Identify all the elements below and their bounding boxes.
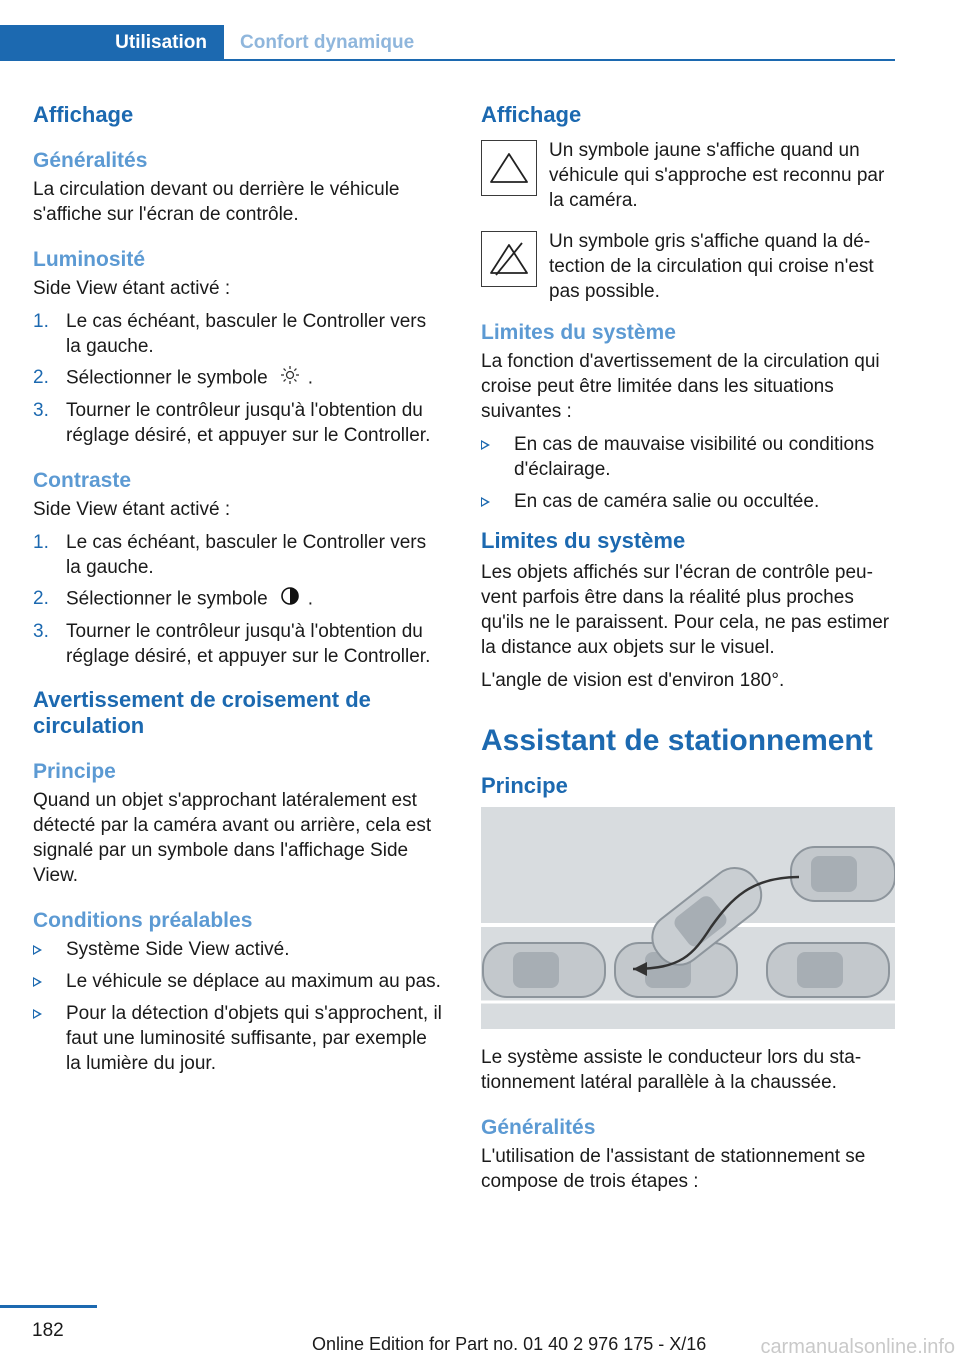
list-item [33,398,443,448]
principe-heading: Principe [33,760,116,783]
item-text: Système Side View activé. [66,939,290,960]
bullet-triangle-icon [33,1009,42,1019]
step-number: 2. [33,367,49,388]
list-item [33,969,443,994]
luminosite-steps [33,309,443,448]
bullet-triangle-icon [481,440,490,450]
header-tab-active [0,25,224,61]
generalites-text-right: L'utilisation de l'assistant de stationnement se compose de trois étapes : [481,1146,866,1192]
page-number: 182 [32,1320,64,1341]
item-text: Le véhicule se déplace au maximum au pas. [66,971,441,992]
step-number: 1. [33,532,49,553]
edition-text: Online Edition for Part no. 01 40 2 976 175 - X/16 [312,1334,707,1354]
bullet-triangle-icon [33,977,42,987]
angle-text: L'angle de vision est d'environ 180°. [481,670,785,691]
item-text: En cas de mauvaise visibilité ou conditions d'éclairage. [514,434,875,480]
step-number: 3. [33,621,49,642]
principe-heading-right: Principe [481,773,568,798]
step-text: Tourner le contrôleur jusqu'à l'obtention du réglage désiré, et appuyer sur le Controller. [66,400,431,446]
list-item [33,1001,443,1076]
left-column [33,102,443,1083]
step-number: 1. [33,311,49,332]
step-text: Sélectionner le symbole [66,367,268,389]
luminosite-heading: Luminosité [33,248,146,271]
avertissement-heading: Avertissement de croisement de circulation [33,687,371,738]
watermark: carmanualsonline.info [760,1336,955,1358]
contraste-heading: Contraste [33,469,132,492]
affichage-heading-right: Affichage [481,102,582,127]
list-item [33,365,443,392]
header-section-label: Confort dynamique [240,32,415,53]
conditions-list [33,937,443,1076]
step-text: Tourner le contrôleur jusqu'à l'obtention du réglage désiré, et appuyer sur le Controller. [66,621,431,667]
sun-icon [280,365,300,392]
symbol-grey-text: Un symbole gris s'affiche quand la détection de la circulation qui croise n'est pas possible. [549,231,874,302]
item-text: Pour la détection d'objets qui s'approchent, il faut une luminosité suffisante, par exemple la lumière du jour. [66,1003,442,1074]
bullet-triangle-icon [481,497,490,507]
list-item [33,530,443,580]
list-item [33,937,443,962]
list-item [33,619,443,669]
list-item [33,586,443,613]
contraste-steps [33,530,443,669]
principe-text: Quand un objet s'approchant latéralement est détecté par la caméra avant ou arrière, cela est signalé par un symbole dans l'affichage Side View. [33,790,432,886]
luminosite-intro: Side View étant activé : [33,278,231,299]
conditions-heading: Conditions préalables [33,909,253,932]
figure-caption: Le système assiste le conducteur lors du stationnement latéral parallèle à la chaussée. [481,1047,862,1093]
symbol-yellow-row [481,138,895,213]
symbol-yellow-text: Un symbole jaune s'affiche quand un véhicule qui s'approche est reconnu par la caméra. [549,140,885,211]
list-item [33,309,443,359]
page-header [0,0,895,62]
bullet-triangle-icon [33,945,42,955]
limites-heading-1: Limites du système [481,321,676,344]
limites-list [481,432,895,514]
generalites-heading: Généralités [33,149,148,172]
footer-rule [0,1305,97,1308]
header-rule [224,59,895,61]
step-text: Le cas échéant, basculer le Controller vers la gauche. [66,532,427,578]
step-text-end: . [307,588,313,610]
assistant-heading: Assistant de stationnement [481,724,873,757]
generalites-text: La circulation devant ou derrière le véhicule s'affiche sur l'écran de contrôle. [33,179,400,225]
step-text: Le cas échéant, basculer le Controller vers la gauche. [66,311,427,357]
item-text: En cas de caméra salie ou occultée. [514,491,820,512]
limites-text-2: Les objets affichés sur l'écran de contrôle peuvent parfois être dans la réalité plus proches qu'ils ne le paraissent. Pour cela, ne pas estimer la distance aux objets sur le visuel. [481,562,890,658]
warning-triangle-icon [481,140,537,196]
limites-text-1: La fonction d'avertissement de la circulation qui croise peut être limitée dans les situations suivantes : [481,351,880,422]
step-number: 3. [33,400,49,421]
affichage-heading: Affichage [33,102,134,127]
list-item [481,432,895,482]
step-text: Sélectionner le symbole [66,588,268,610]
contrast-icon [280,586,300,613]
symbol-grey-row [481,229,895,304]
parking-illustration [481,807,895,1029]
warning-triangle-crossed-icon [481,231,537,287]
header-tab-label: Utilisation [115,32,207,53]
step-text-end: . [307,367,313,389]
contraste-intro: Side View étant activé : [33,499,231,520]
step-number: 2. [33,588,49,609]
right-column [481,102,895,1202]
limites-heading-2: Limites du système [481,528,686,553]
list-item [481,489,895,514]
generalites-heading-right: Généralités [481,1116,596,1139]
